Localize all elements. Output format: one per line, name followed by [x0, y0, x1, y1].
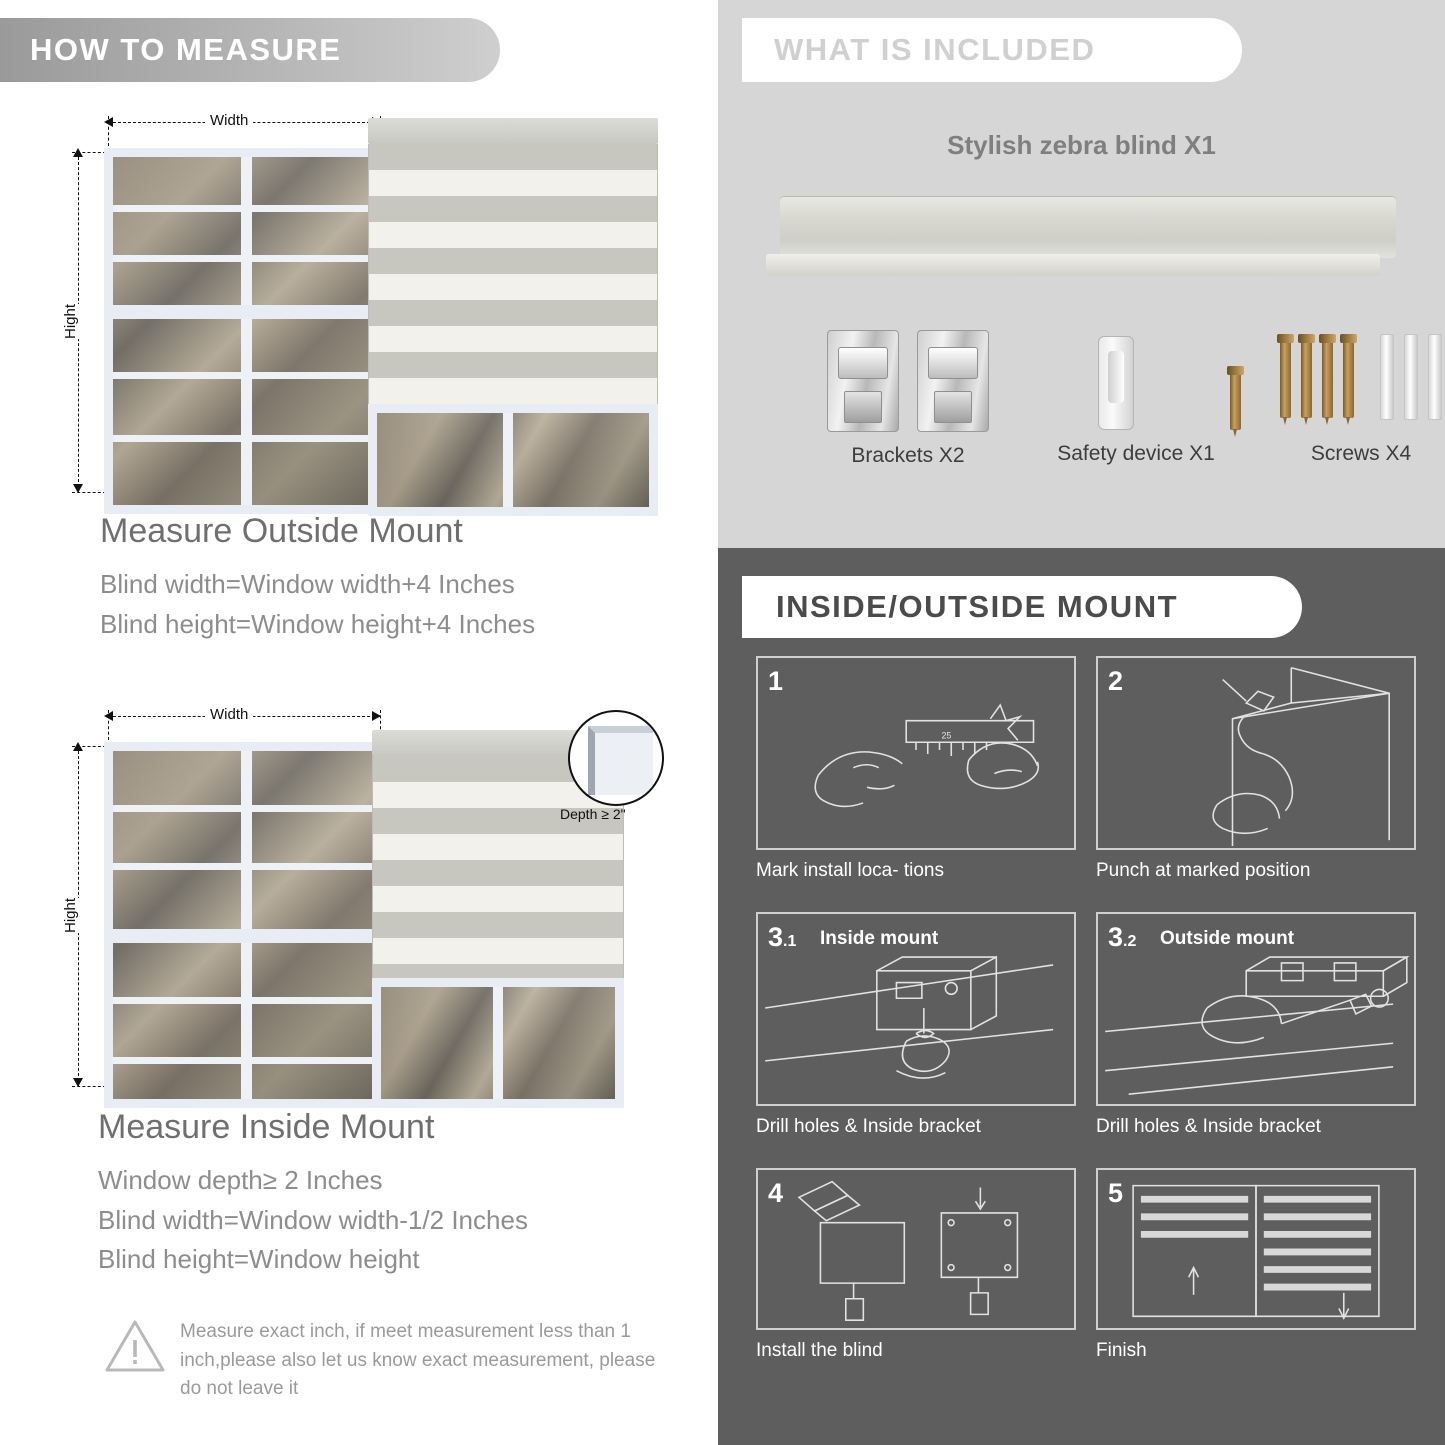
step-2-illustration	[1096, 656, 1416, 850]
outside-mount-text-block	[100, 512, 700, 644]
svg-text:25: 25	[941, 730, 952, 741]
depth-callout	[560, 702, 680, 822]
right-column	[718, 0, 1445, 1445]
inside-mount-text-block	[98, 1108, 708, 1280]
step-3-1-number: 3.1	[768, 922, 797, 952]
step-3-1-label: Inside mount	[820, 928, 939, 949]
window-mullion-h-4	[113, 435, 393, 442]
blind-product-bottomrail	[766, 254, 1380, 276]
bracket-icons	[798, 330, 1018, 432]
blind-product-headrail	[780, 196, 1396, 258]
step-3-1-illustration	[756, 912, 1076, 1106]
how-to-measure-tab	[0, 18, 500, 82]
step-5-illustration	[1096, 1168, 1416, 1330]
step-2	[1096, 656, 1416, 882]
step-3-2-substep: .2	[1123, 933, 1137, 950]
inside-width-tick-left	[108, 710, 109, 740]
inside-window-mullion-h-2	[113, 863, 393, 870]
inside-window-mullion-h-3	[113, 997, 393, 1004]
screw-icons	[1246, 334, 1445, 430]
step-1-illustration	[756, 656, 1076, 850]
bracket-icon-2	[917, 330, 989, 432]
step-5-caption: Finish	[1096, 1340, 1147, 1361]
window-mullion-h-2	[113, 255, 393, 262]
depth-label: Depth ≥ 2"	[560, 806, 626, 822]
part-brackets	[798, 330, 1018, 468]
outside-height-tick-top	[72, 152, 106, 153]
screw-icon-1	[1280, 334, 1291, 418]
safety-screw-icon	[1230, 366, 1241, 430]
outside-blind-graphic	[368, 118, 658, 498]
depth-corner-shape	[588, 726, 653, 795]
inside-height-label: Hight	[62, 897, 80, 934]
outside-window-graphic	[104, 148, 402, 514]
what-is-included-title: WHAT IS INCLUDED	[774, 32, 1096, 67]
zebra-blind-product-image	[766, 196, 1396, 292]
blind-headrail	[368, 118, 658, 144]
outside-mount-line-2: Blind height=Window height+4 Inches	[100, 608, 536, 639]
inside-mount-line-2: Blind width=Window width-1/2 Inches	[98, 1204, 528, 1235]
inside-width-label: Width	[205, 706, 253, 723]
step-4-number: 4	[768, 1178, 784, 1208]
inside-window-mullion-upper	[241, 751, 252, 929]
step-3-1-caption: Drill holes & Inside bracket	[756, 1116, 981, 1137]
measure-note-text: Measure exact inch, if meet measurement less than 1 inch,please also let us know exact measurement, please do not leave it	[180, 1321, 656, 1399]
outside-mount-heading: Measure Outside Mount	[100, 512, 463, 550]
step-1-sketch	[758, 658, 1074, 848]
screw-icon-3	[1322, 334, 1333, 418]
depth-circle	[568, 710, 664, 806]
product-title: Stylish zebra blind X1	[947, 130, 1216, 160]
window-mullion-vertical-upper	[241, 157, 252, 305]
inside-outside-mount-panel	[718, 548, 1445, 1445]
step-1	[756, 656, 1076, 882]
window-mullion-h-1	[113, 205, 393, 212]
screw-icon-2	[1301, 334, 1312, 418]
step-3-2-illustration	[1096, 912, 1416, 1106]
anchor-icon-1	[1380, 334, 1394, 420]
step-5-number: 5	[1108, 1178, 1124, 1208]
window-mullion-vertical-lower	[241, 319, 252, 505]
screws-caption: Screws X4	[1310, 442, 1412, 465]
step-3-2-label: Outside mount	[1160, 928, 1295, 949]
step-3-2-number: 3.2	[1108, 922, 1137, 952]
outside-mount-line-1: Blind width=Window width+4 Inches	[100, 569, 515, 599]
bracket-icon-1	[827, 330, 899, 432]
step-3-1	[756, 912, 1076, 1138]
outside-width-tick-left	[108, 116, 109, 146]
inside-blind-window-mullion	[493, 987, 503, 1099]
brackets-caption: Brackets X2	[851, 444, 965, 467]
step-4-sketch	[758, 1170, 1074, 1328]
anchor-icon-2	[1404, 334, 1418, 420]
part-safety-device	[1026, 334, 1246, 466]
warning-icon	[104, 1318, 166, 1374]
inside-window-mullion-h-4	[113, 1057, 393, 1064]
safety-device-icons	[1026, 334, 1246, 430]
inside-height-tick-top	[72, 746, 106, 747]
safety-device-icon	[1098, 336, 1134, 430]
inside-window-mullion-h-1	[113, 805, 393, 812]
step-5	[1096, 1168, 1416, 1362]
inside-height-tick-bottom	[72, 1086, 106, 1087]
step-3-1-substep: .1	[783, 933, 797, 950]
blind-window-mullion	[503, 413, 513, 507]
inside-mount-heading: Measure Inside Mount	[98, 1108, 435, 1146]
step-4	[756, 1168, 1076, 1362]
step-5-sketch	[1098, 1170, 1414, 1328]
step-1-caption: Mark install loca- tions	[756, 860, 944, 881]
step-2-caption: Punch at marked position	[1096, 860, 1311, 881]
parts-row	[758, 330, 1412, 500]
what-is-included-panel	[718, 0, 1445, 548]
step-3-2-caption: Drill holes & Inside bracket	[1096, 1116, 1321, 1137]
part-screws	[1246, 334, 1445, 466]
safety-device-caption: Safety device X1	[1057, 442, 1215, 465]
inside-blind-window-view	[372, 978, 624, 1108]
how-to-measure-column	[0, 0, 718, 1445]
step-1-number: 1	[768, 666, 784, 696]
outside-height-label: Hight	[62, 303, 80, 340]
step-4-caption: Install the blind	[756, 1340, 883, 1361]
anchor-icon-3	[1428, 334, 1442, 420]
step-2-number: 2	[1108, 666, 1124, 696]
inside-outside-mount-tab	[742, 576, 1302, 638]
step-4-illustration	[756, 1168, 1076, 1330]
what-is-included-tab	[742, 18, 1242, 82]
outside-height-tick-bottom	[72, 492, 106, 493]
inside-window-sash-divider	[113, 929, 393, 943]
step-2-sketch	[1098, 658, 1414, 848]
screw-icon-4	[1343, 334, 1354, 418]
measure-note	[104, 1318, 664, 1404]
inside-window-mullion-lower	[241, 943, 252, 1099]
inside-mount-line-1: Window depth≥ 2 Inches	[98, 1165, 383, 1195]
window-sash-divider	[113, 305, 393, 319]
outside-width-label: Width	[205, 112, 253, 129]
step-3-2	[1096, 912, 1416, 1138]
blind-window-photo	[377, 413, 649, 507]
inside-window-graphic	[104, 742, 402, 1108]
outside-mount-illustration	[60, 108, 680, 498]
window-mullion-h-3	[113, 372, 393, 379]
blind-window-view	[368, 404, 658, 516]
inside-mount-line-3: Blind height=Window height	[98, 1244, 420, 1275]
inside-mount-illustration	[60, 702, 680, 1092]
inside-outside-mount-title: INSIDE/OUTSIDE MOUNT	[776, 589, 1179, 624]
how-to-measure-title: HOW TO MEASURE	[30, 32, 342, 67]
inside-window-photo	[113, 751, 393, 1099]
blind-fabric-stripes	[368, 144, 658, 404]
